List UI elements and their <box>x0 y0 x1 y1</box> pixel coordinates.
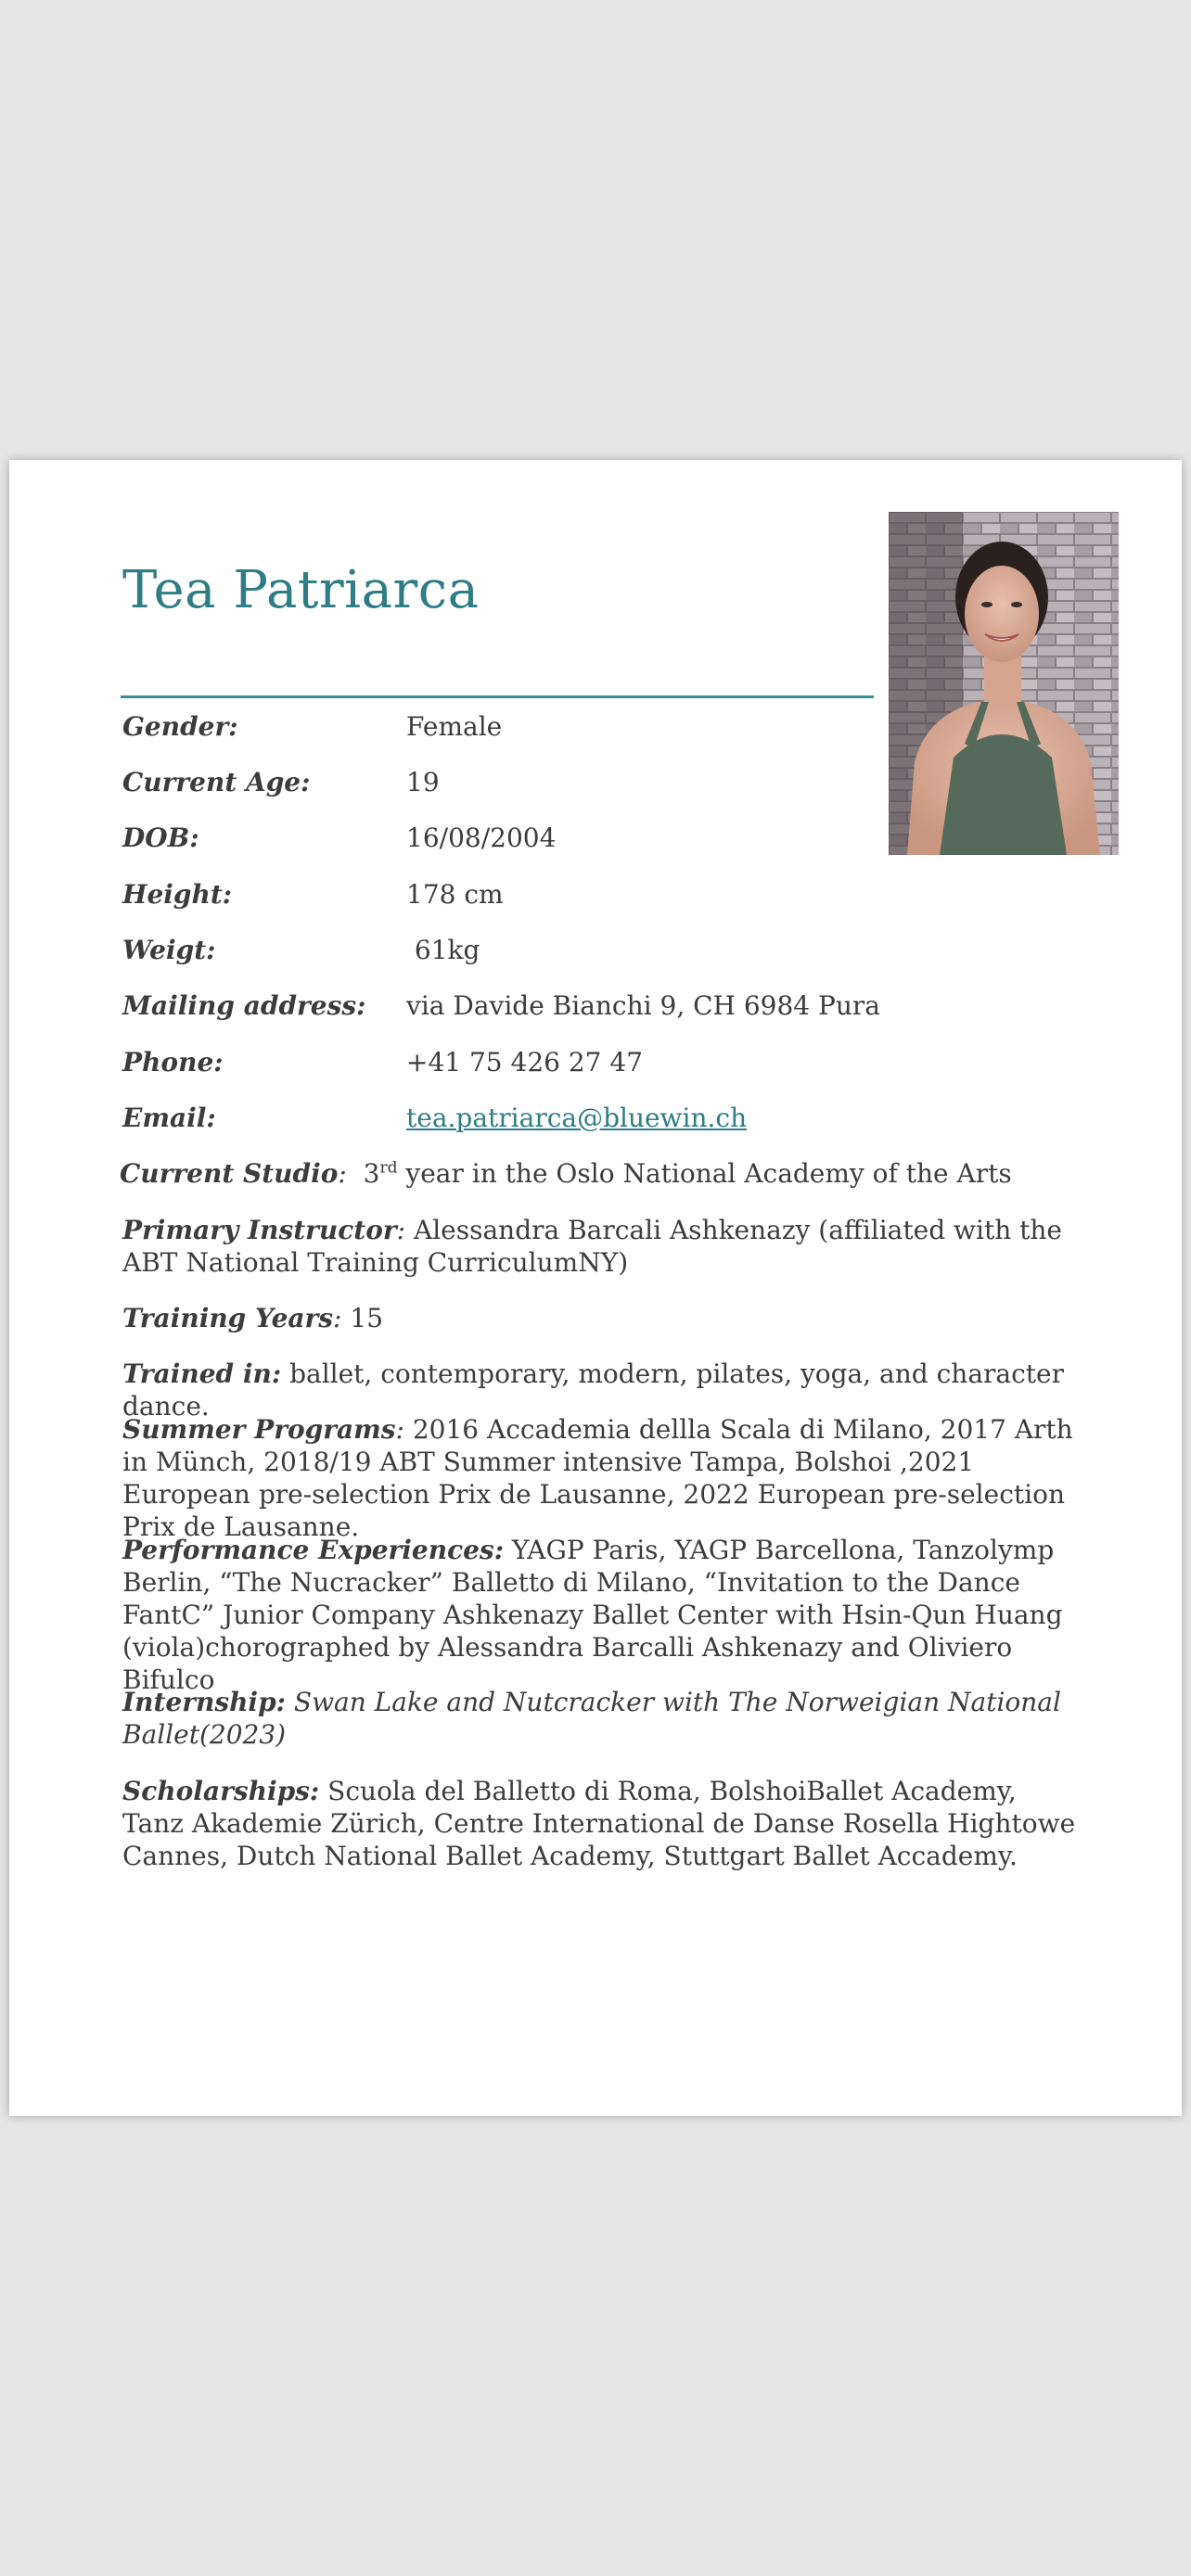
field-value: via Davide Bianchi 9, CH 6984 Pura <box>406 990 880 1021</box>
portrait-photo <box>889 512 1119 855</box>
field-value: +41 75 426 27 47 <box>406 1047 644 1078</box>
field-label: DOB: <box>122 823 199 853</box>
field-label: Phone: <box>122 1047 224 1078</box>
field-value: Female <box>406 711 503 742</box>
resume-page <box>9 460 1182 2116</box>
field-value: 61kg <box>406 935 480 965</box>
field-value: 16/08/2004 <box>406 823 557 853</box>
applicant-name: Tea Patriarca <box>122 560 480 620</box>
email-link[interactable]: tea.patriarca@bluewin.ch <box>406 1103 748 1133</box>
training-years: Training Years: 15 <box>122 1303 384 1333</box>
field-label: Mailing address: <box>122 990 366 1021</box>
field-value: 19 <box>406 767 440 797</box>
field-label: Weigt: <box>122 935 216 965</box>
field-label: Email: <box>122 1103 216 1133</box>
title-divider <box>121 695 874 698</box>
field-label: Current Age: <box>122 767 311 797</box>
trained-in: Trained in: ballet, contemporary, modern, pilates, yoga, and character dance. <box>122 1358 1064 1422</box>
primary-instructor: Primary Instructor: Alessandra Barcali Ashkenazy (affiliated with the ABT National Training CurriculumNY) <box>122 1215 1062 1278</box>
internship: Internship: Swan Lake and Nutcracker with The Norweigian National Ballet(2023) <box>122 1687 1061 1750</box>
scholarships: Scholarships: Scuola del Balletto di Roma, BolshoiBallet Academy, Tanz Akademie Zürich, Centre International de Danse Rosella Hightowe Cannes, Dutch National Ballet Academy, Stuttgart Ballet Accademy. <box>122 1776 1076 1871</box>
field-value: 178 cm <box>406 879 504 910</box>
field-label: Gender: <box>122 711 238 742</box>
field-label: Height: <box>122 879 233 910</box>
current-studio: Current Studio: 3rd year in the Oslo National Academy of the Arts <box>120 1158 1012 1189</box>
portrait-photo-icon <box>889 512 1119 855</box>
performance-experiences: Performance Experiences: YAGP Paris, YAGP Barcellona, Tanzolymp Berlin, “The Nucracker” Balletto di Milano, “Invitation to the Dance FantC” Junior Company Ashkenazy Ballet Center with Hsin-Qun Huang (viola)chorographed by Alessandra Barcalli Ashkenazy and Oliviero Bifulco <box>122 1535 1063 1695</box>
summer-programs: Summer Programs: 2016 Accademia dellla Scala di Milano, 2017 Arth in Münch, 2018/19 ABT Summer intensive Tampa, Bolshoi ,2021 European pre-selection Prix de Lausanne, 2022 European pre-selection Prix de Lausanne. <box>122 1414 1073 1542</box>
